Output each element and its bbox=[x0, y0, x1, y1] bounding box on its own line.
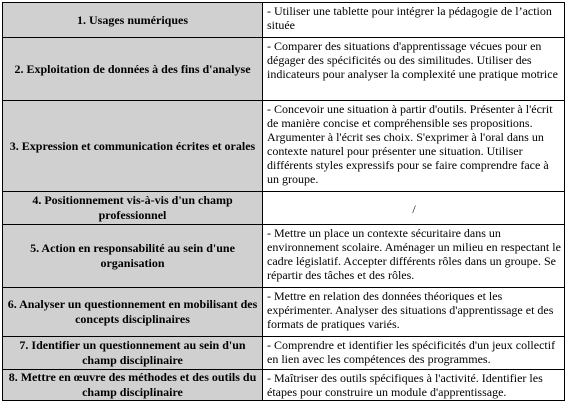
competence-description: - Utiliser une tablette pour intégrer la pédagogie de l’action située bbox=[263, 3, 565, 38]
table-row bbox=[3, 192, 565, 225]
table-row bbox=[3, 288, 565, 337]
competence-description: - Comprendre et identifier les spécificités d'un jeux collectif en lien avec les compétences des programmes. bbox=[263, 337, 565, 370]
competence-description: - Concevoir une situation à partir d'outils. Présenter à l'écrit de manière concise et compréhensible ses propositions. Argumenter à l'écrit ses choix. S'exprimer à l'oral dans un contexte naturel pour présenter une situation. Utiliser différents styles expressifs pour se faire comprendre face à un groupe. bbox=[263, 101, 565, 192]
competence-description: / bbox=[263, 192, 565, 225]
competence-label: 5. Action en responsabilité au sein d'une organisation bbox=[3, 225, 263, 288]
table-row bbox=[3, 337, 565, 370]
competence-label: 8. Mettre en œuvre des méthodes et des outils du champ disciplinaire bbox=[3, 370, 263, 401]
competence-label: 6. Analyser un questionnement en mobilisant des concepts disciplinaires bbox=[3, 288, 263, 337]
competence-label: 7. Identifier un questionnement au sein d'un champ disciplinaire bbox=[3, 337, 263, 370]
competence-label: 2. Exploitation de données à des fins d'analyse bbox=[3, 38, 263, 101]
competence-label: 1. Usages numériques bbox=[3, 3, 263, 38]
table-row bbox=[3, 3, 565, 38]
competences-table bbox=[2, 2, 565, 401]
table-row bbox=[3, 225, 565, 288]
competence-description: - Comparer des situations d'apprentissage vécues pour en dégager des spécificités ou des similitudes. Utiliser des indicateurs pour analyser la complexité une pratique motrice bbox=[263, 38, 565, 101]
table-row bbox=[3, 101, 565, 192]
competence-description: - Mettre un place un contexte sécuritaire dans un environnement scolaire. Aménager un milieu en respectant le cadre législatif. Accepter différents rôles dans un groupe. Se répartir des tâches et des rôles. bbox=[263, 225, 565, 288]
table-row bbox=[3, 370, 565, 401]
competence-label: 4. Positionnement vis-à-vis d'un champ professionnel bbox=[3, 192, 263, 225]
competence-description: - Maîtriser des outils spécifiques à l'activité. Identifier les étapes pour construire un module d'apprentissage. bbox=[263, 370, 565, 401]
table-row bbox=[3, 38, 565, 101]
competence-description: - Mettre en relation des données théoriques et les expérimenter. Analyser des situations d'apprentissage et des formats de pratiques variés. bbox=[263, 288, 565, 337]
competence-label: 3. Expression et communication écrites et orales bbox=[3, 101, 263, 192]
